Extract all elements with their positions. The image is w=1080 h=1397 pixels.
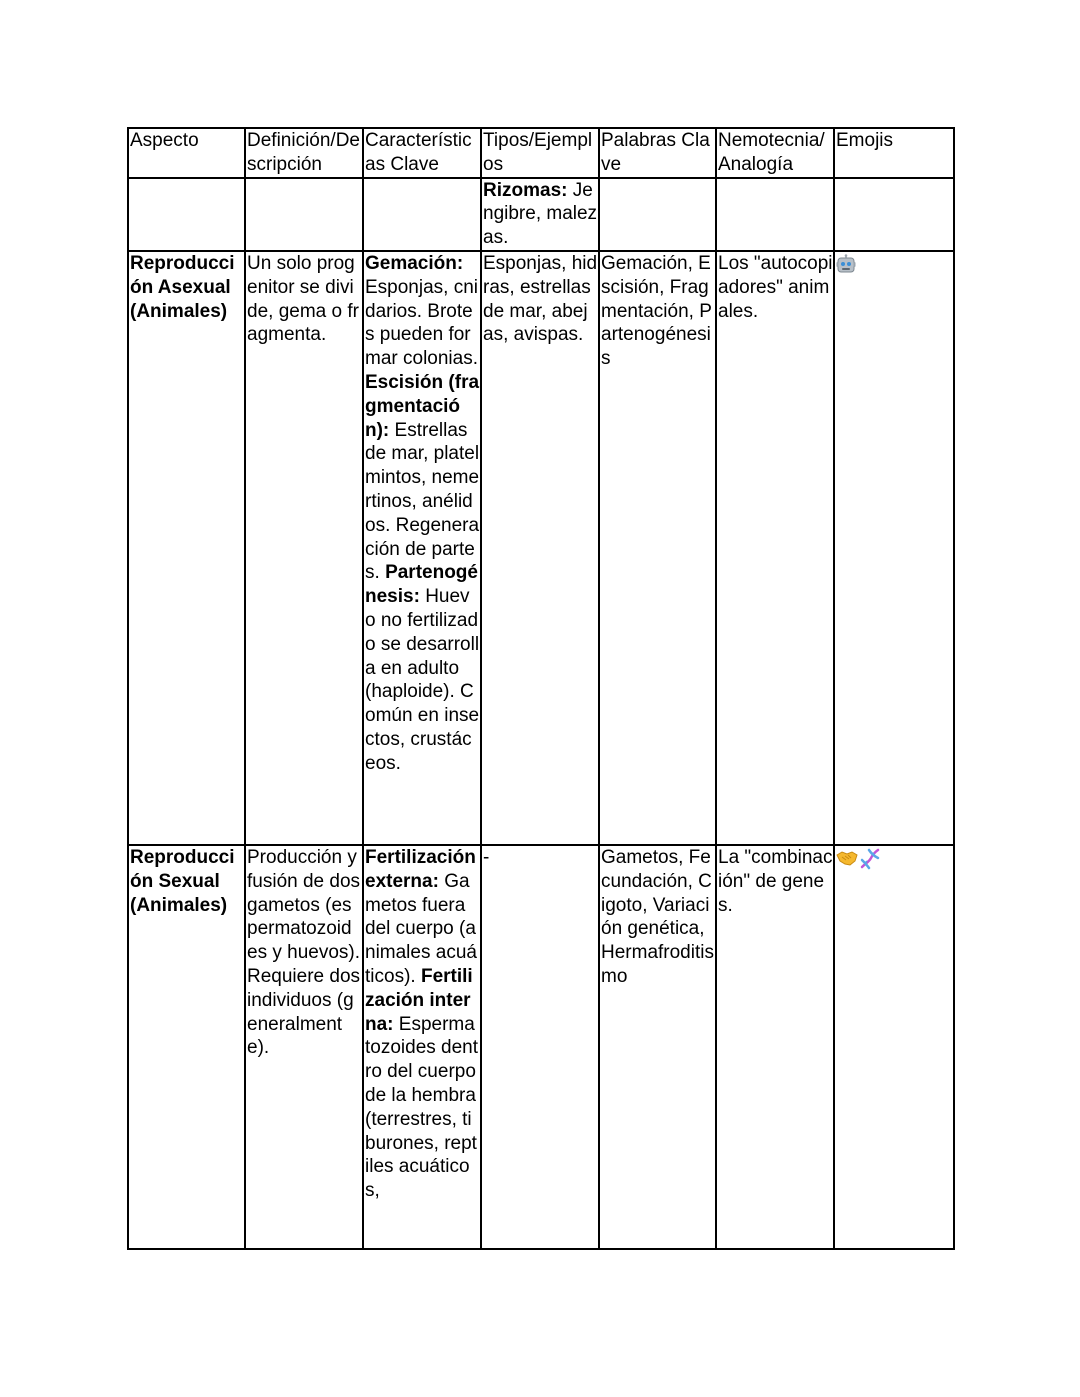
fertilizacion-externa-text: Gametos fuera del cuerpo (animales acuáticos). xyxy=(365,870,477,987)
cell-emojis xyxy=(834,845,954,1249)
cell-tipos: Esponjas, hidras, estrellas de mar, abejas, avispas. xyxy=(481,251,599,845)
dna-icon xyxy=(859,848,879,868)
cell-palabras: Gametos, Fecundación, Cigoto, Variación genética, Hermafroditismo xyxy=(599,845,716,1249)
table-row xyxy=(128,845,954,1249)
tipos-label: Rizomas: xyxy=(483,179,568,201)
cell-aspecto: Reproducción Sexual (Animales) xyxy=(128,845,245,1249)
header-definicion: Definición/Descripción xyxy=(245,128,363,178)
header-aspecto: Aspecto xyxy=(128,128,245,178)
cell-nemotecnia xyxy=(716,178,834,251)
notes-table xyxy=(127,127,955,1250)
partenogenesis-label: Partenogénesis: xyxy=(365,562,478,608)
header-nemotecnia: Nemotecnia/Analogía xyxy=(716,128,834,178)
gemacion-label: Gemación: xyxy=(365,252,464,274)
escision-label: Escisión (fragmentación): xyxy=(365,371,480,441)
handshake-icon xyxy=(836,848,856,868)
cell-definicion: Producción y fusión de dos gametos (espermatozoides y huevos). Requiere dos individuos (generalmente). xyxy=(245,845,363,1249)
cell-emojis xyxy=(834,178,954,251)
cell-aspecto xyxy=(128,178,245,251)
cell-tipos: - xyxy=(481,845,599,1249)
table-row xyxy=(128,178,954,251)
cell-caracteristicas xyxy=(363,251,481,845)
header-row xyxy=(128,128,954,178)
fertilizacion-interna-text: Espermatozoides dentro del cuerpo de la hembra (terrestres, tiburones, reptiles acuáticos, xyxy=(365,1013,479,1202)
cell-definicion: Un solo progenitor se divide, gema o fragmenta. xyxy=(245,251,363,845)
robot-icon xyxy=(836,254,856,274)
fertilizacion-externa-label: Fertilización externa: xyxy=(365,846,476,892)
cell-definicion xyxy=(245,178,363,251)
header-caracteristicas: Características Clave xyxy=(363,128,481,178)
tipos-text: Jengibre, malezas. xyxy=(483,179,598,249)
cell-palabras xyxy=(599,178,716,251)
cell-palabras: Gemación, Escisión, Fragmentación, Partenogénesis xyxy=(599,251,716,845)
cell-nemotecnia: Los "autocopiadores" animales. xyxy=(716,251,834,845)
gemacion-text: Esponjas, cnidarios. Brotes pueden formar colonias. xyxy=(365,276,479,370)
cell-caracteristicas xyxy=(363,845,481,1249)
cell-nemotecnia: La "combinación" de genes. xyxy=(716,845,834,1249)
cell-tipos xyxy=(481,178,599,251)
fertilizacion-interna-label: Fertilización interna: xyxy=(365,965,473,1035)
cell-emojis xyxy=(834,251,954,845)
header-emojis: Emojis xyxy=(834,128,954,178)
cell-caracteristicas xyxy=(363,178,481,251)
escision-text: Estrellas de mar, platelmintos, nemertinos, anélidos. Regeneración de partes. xyxy=(365,419,480,584)
header-tipos: Tipos/Ejemplos xyxy=(481,128,599,178)
table-row xyxy=(128,251,954,845)
partenogenesis-text: Huevo no fertilizado se desarrolla en adulto (haploide). Común en insectos, crustáceos. xyxy=(365,586,480,774)
header-palabras: Palabras Clave xyxy=(599,128,716,178)
cell-aspecto: Reproducción Asexual (Animales) xyxy=(128,251,245,845)
